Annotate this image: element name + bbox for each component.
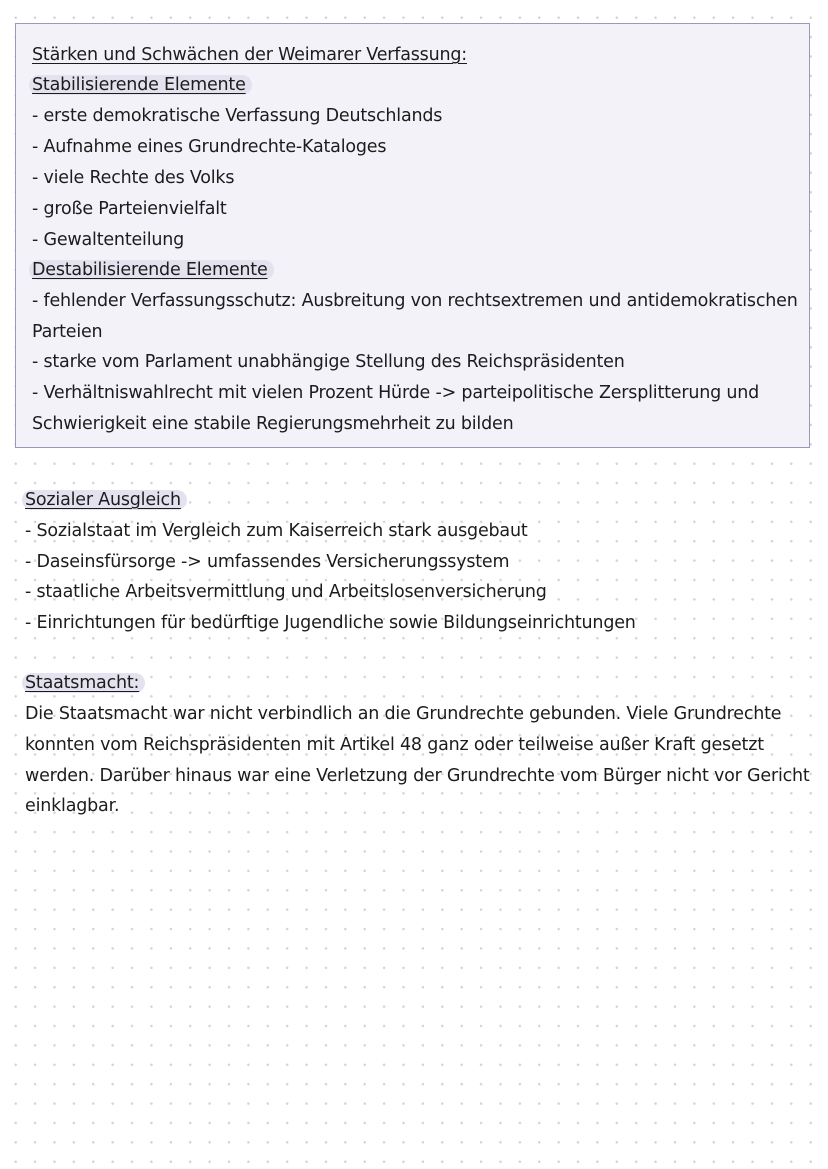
state-power-line: werden. Darüber hinaus war eine Verletzung der Grundrechte vom Bürger nicht vor Gericht xyxy=(25,766,810,786)
stabilizing-item: - erste demokratische Verfassung Deutschlands xyxy=(32,106,443,126)
state-power-heading-row xyxy=(25,672,145,694)
stabilizing-heading-row xyxy=(32,74,252,96)
stabilizing-heading: Stabilisierende Elemente xyxy=(29,75,252,95)
social-item: - Sozialstaat im Vergleich zum Kaiserreich stark ausgebaut xyxy=(25,521,528,541)
destabilizing-line: - Verhältniswahlrecht mit vielen Prozent Hürde -> parteipolitische Zersplitterung und xyxy=(32,383,760,403)
destabilizing-heading-row xyxy=(32,259,274,281)
destabilizing-line: - fehlender Verfassungsschutz: Ausbreitung von rechtsextremen und antidemokratischen xyxy=(32,291,798,311)
destabilizing-line: - starke vom Parlament unabhängige Stellung des Reichspräsidenten xyxy=(32,352,625,372)
stabilizing-item: - viele Rechte des Volks xyxy=(32,168,235,188)
strengths-weaknesses-box xyxy=(15,23,810,448)
stabilizing-item: - Gewaltenteilung xyxy=(32,230,185,250)
destabilizing-heading: Destabilisierende Elemente xyxy=(29,260,274,280)
destabilizing-line: Schwierigkeit eine stabile Regierungsmehrheit zu bilden xyxy=(32,414,514,434)
social-heading-row xyxy=(25,489,187,511)
social-item: - Daseinsfürsorge -> umfassendes Versicherungssystem xyxy=(25,552,510,572)
state-power-line: einklagbar. xyxy=(25,796,120,816)
box-title: Stärken und Schwächen der Weimarer Verfassung: xyxy=(32,45,467,65)
social-item: - Einrichtungen für bedürftige Jugendliche sowie Bildungseinrichtungen xyxy=(25,613,636,633)
destabilizing-line: Parteien xyxy=(32,322,103,342)
social-heading: Sozialer Ausgleich xyxy=(22,490,187,510)
social-item: - staatliche Arbeitsvermittlung und Arbeitslosenversicherung xyxy=(25,582,547,602)
state-power-heading: Staatsmacht: xyxy=(22,673,145,693)
stabilizing-item: - Aufnahme eines Grundrechte-Kataloges xyxy=(32,137,387,157)
state-power-line: Die Staatsmacht war nicht verbindlich an die Grundrechte gebunden. Viele Grundrechte xyxy=(25,704,782,724)
stabilizing-item: - große Parteienvielfalt xyxy=(32,199,227,219)
state-power-line: konnten vom Reichspräsidenten mit Artikel 48 ganz oder teilweise außer Kraft gesetzt xyxy=(25,735,764,755)
